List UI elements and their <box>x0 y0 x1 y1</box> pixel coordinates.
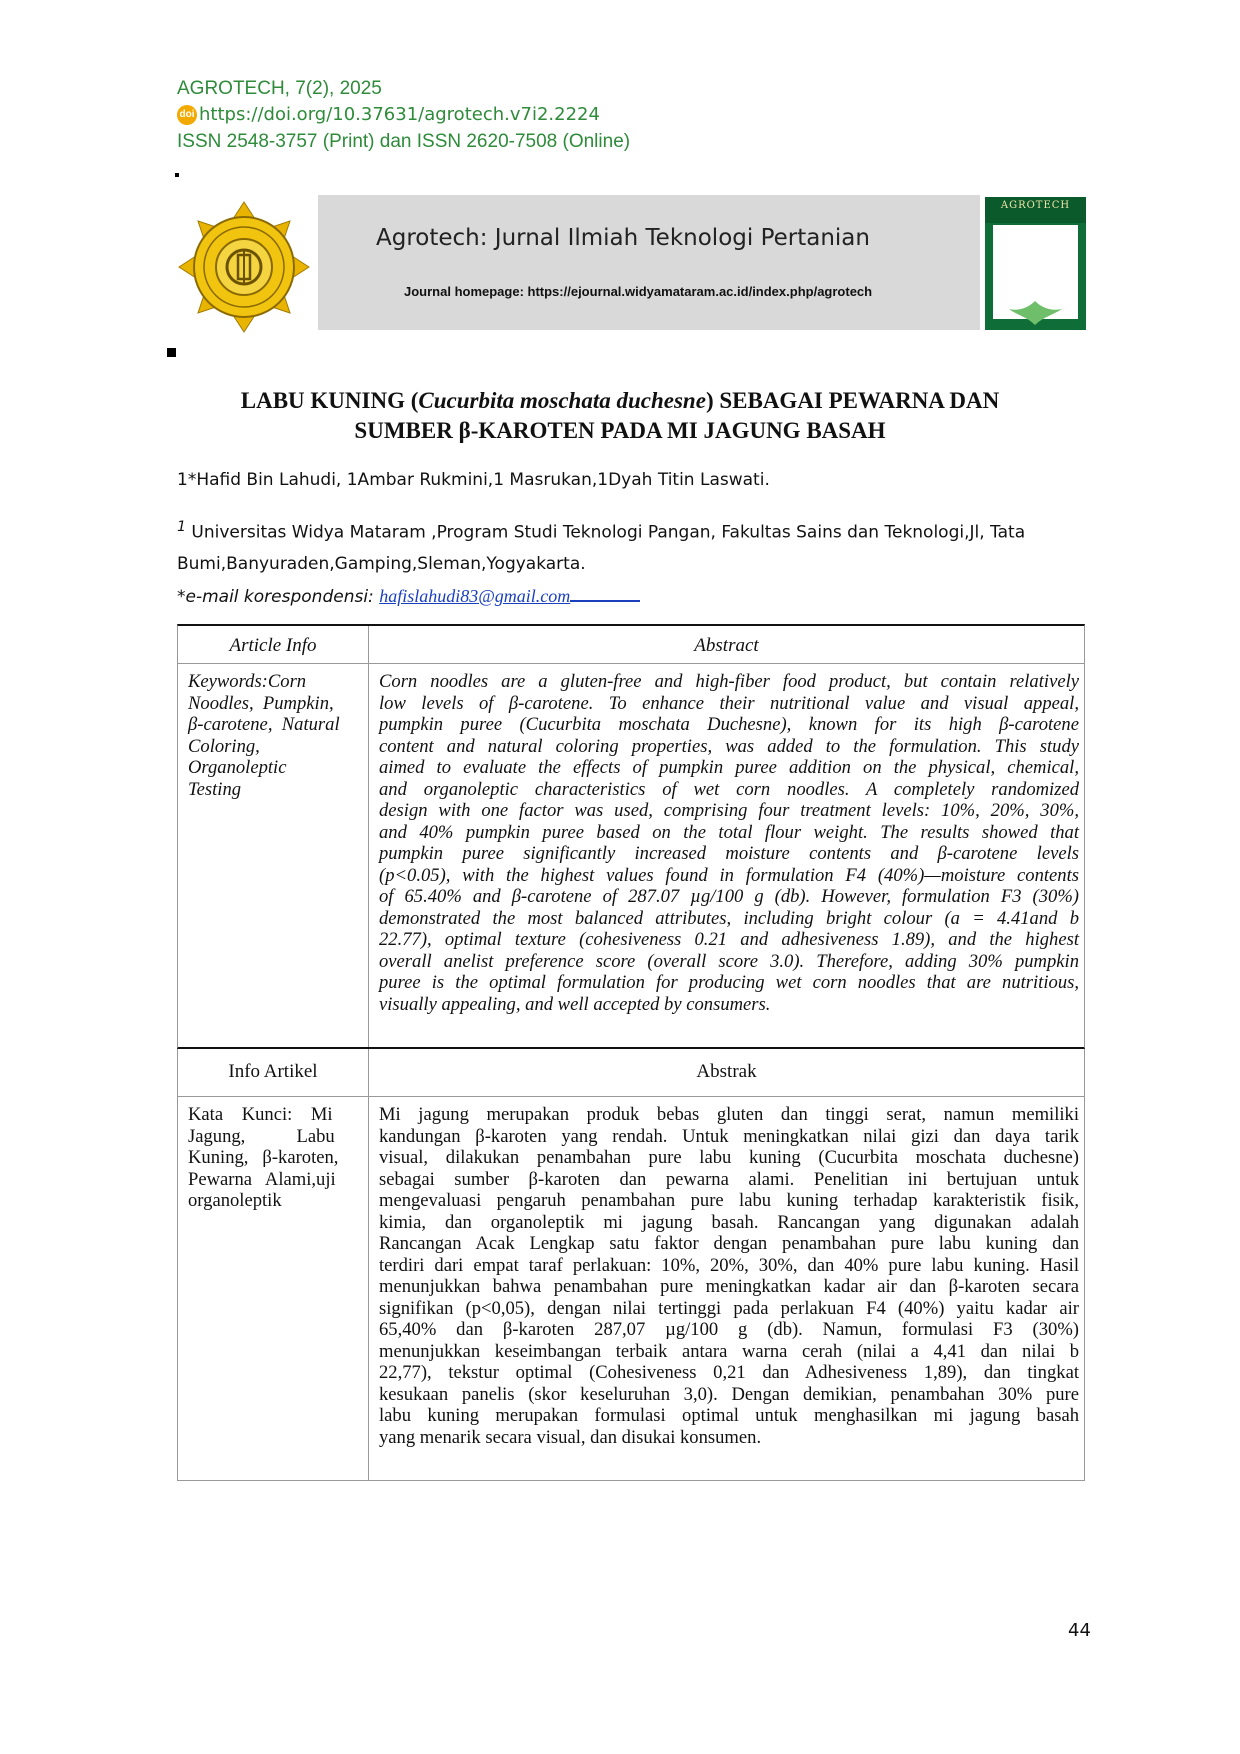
text-line: demonstrated the most balanced attributes, including bright colour (a = 4.41and b <box>379 907 1079 929</box>
abstract-header: Abstract <box>694 635 759 656</box>
text-line: Noodles, Pumpkin, <box>188 692 334 714</box>
indonesian-header-row <box>177 1049 1085 1097</box>
cover-ornament-icon <box>1005 297 1066 327</box>
english-header-row <box>177 624 1085 664</box>
text-line: overall anelist preference score (overall score 3.0). Therefore, adding 30% pumpkin <box>379 950 1079 972</box>
text-line: Corn noodles are a gluten-free and high-fiber food product, but contain relatively <box>379 671 1079 692</box>
affiliation-mark: 1 <box>177 519 187 535</box>
cover-title: AGROTECH <box>985 197 1086 223</box>
indonesian-body-row <box>177 1097 1085 1481</box>
journal-cover <box>985 197 1086 330</box>
text-line: yang menarik secara visual, dan disukai konsumen. <box>379 1426 762 1448</box>
article-title <box>180 386 1060 446</box>
text-line: visual, dilakukan penambahan pure labu kuning (Cucurbita moschata duchesne) <box>379 1147 1079 1168</box>
text-line: Kata Kunci: Mi <box>188 1104 333 1125</box>
text-line: organoleptik <box>188 1190 282 1211</box>
text-line: 65,40% dan β-karoten 287,07 µg/100 g (db). Namun, formulasi F3 (30%) <box>379 1319 1079 1340</box>
indonesian-keywords <box>188 1103 363 1211</box>
text-line: Testing <box>188 778 242 800</box>
dot-marker <box>175 173 179 177</box>
text-line: Jagung, Labu <box>188 1125 335 1147</box>
text-line: 22,77), tekstur optimal (Cohesiveness 0,21 dan Adhesiveness 1,89), dan tingkat <box>379 1362 1079 1383</box>
square-marker <box>167 348 176 357</box>
text-line: signifikan (p<0,05), dengan nilai tertinggi pada perlakuan F4 (40%) yaitu kadar air <box>379 1297 1079 1319</box>
text-line: pumpkin puree (Cucurbita moschata Duchesne), known for its high β-carotene <box>379 714 1079 735</box>
affiliation-text: Universitas Widya Mataram ,Program Studi Teknologi Pangan, Fakultas Sains dan Teknologi,Jl, Tata Bumi,Banyuraden,Gamping,Sleman,Yogyakarta. <box>177 522 1026 574</box>
indonesian-info-table <box>177 1049 1085 1481</box>
english-body-row <box>177 664 1085 1049</box>
text-line: Pewarna Alami,uji <box>188 1168 336 1190</box>
page-number: 44 <box>1068 1620 1091 1641</box>
issn-line: ISSN 2548-3757 (Print) dan ISSN 2620-7508 (Online) <box>177 131 631 152</box>
text-line: Organoleptic <box>188 757 287 778</box>
author-list: 1*Hafid Bin Lahudi, 1Ambar Rukmini,1 Masrukan,1Dyah Titin Laswati. <box>177 470 770 490</box>
text-line: of 65.40% and β-carotene of 287.07 µg/100 g (db). However, formulation F3 (30%) <box>379 886 1079 907</box>
email-label: *e-mail korespondensi: <box>177 587 380 607</box>
text-line: kesukaan panelis (skor keseluruhan 3,0). Dengan demikian, penambahan 30% pure <box>379 1383 1079 1405</box>
text-line: and 40% pumpkin puree based on the total flour weight. The results showed that <box>379 821 1079 843</box>
journal-homepage[interactable]: Journal homepage: https://ejournal.widyamataram.ac.id/index.php/agrotech <box>404 284 873 299</box>
text-line: menunjukkan bahwa penambahan pure meningkatkan kadar air dan β-karoten secara <box>379 1276 1079 1297</box>
info-artikel-header: Info Artikel <box>228 1061 318 1082</box>
doi-icon: doi <box>177 105 197 125</box>
article-info-header: Article Info <box>229 635 317 656</box>
text-line: pumpkin puree significantly increased moisture contents and β-carotene levels <box>379 843 1079 864</box>
text-line: (p<0.05), with the highest values found in formulation F4 (40%)—moisture contents <box>379 864 1079 886</box>
text-line: aimed to evaluate the effects of pumpkin puree addition on the physical, chemical, <box>379 757 1079 778</box>
correspondence-email <box>177 586 640 607</box>
text-line: sebagai sumber β-karoten dan pewarna alami. Penelitian ini bertujuan untuk <box>379 1168 1079 1190</box>
doi-link[interactable]: https://doi.org/10.37631/agrotech.v7i2.2224 <box>199 104 600 125</box>
text-line: Kuning, β-karoten, <box>188 1147 339 1168</box>
text-line: Rancangan Acak Lengkap satu faktor dengan penambahan pure labu kuning dan <box>379 1233 1079 1254</box>
journal-issue: AGROTECH, 7(2), 2025 <box>177 78 382 99</box>
english-abstract <box>379 670 1079 1014</box>
title-line-2: SUMBER β-KAROTEN PADA MI JAGUNG BASAH <box>354 418 886 443</box>
english-keywords <box>188 670 363 799</box>
text-line: content and natural coloring properties, was added to the formulation. This study <box>379 735 1079 757</box>
indonesian-abstract <box>379 1103 1079 1447</box>
doi-line <box>177 104 600 125</box>
title-part-2: ) SEBAGAI PEWARNA DAN <box>705 388 1000 413</box>
title-part-1: LABU KUNING ( <box>240 388 419 413</box>
text-line: Coloring, <box>188 735 260 757</box>
text-line: 22.77), optimal texture (cohesiveness 0.21 and adhesiveness 1.89), and the highest <box>379 929 1079 950</box>
text-line: terdiri dari empat taraf perlakuan: 10%, 20%, 30%, dan 40% pure labu kuning. Hasil <box>379 1254 1079 1276</box>
journal-banner <box>318 195 980 330</box>
english-info-table <box>177 624 1085 1049</box>
email-link[interactable]: hafislahudi83@gmail.com <box>379 586 571 606</box>
text-line: menunjukkan keseimbangan terbaik antara warna cerah (nilai a 4,41 dan nilai b <box>379 1340 1079 1362</box>
text-line: and organoleptic characteristics of wet corn noodles. A completely randomized <box>379 778 1079 800</box>
affiliation <box>177 512 1077 580</box>
text-line: Mi jagung merupakan produk bebas gluten dan tinggi serat, namun memiliki <box>379 1104 1079 1125</box>
text-line: low levels of β-carotene. To enhance their nutritional value and visual appeal, <box>379 692 1079 714</box>
text-line: mengevaluasi pengaruh penambahan pure labu kuning terhadap karakteristik fisik, <box>379 1190 1079 1211</box>
title-species: Cucurbita moschata duchesne <box>418 388 706 413</box>
abstrak-header: Abstrak <box>696 1061 757 1082</box>
text-line: kimia, dan organoleptik mi jagung basah. Rancangan yang digunakan adalah <box>379 1211 1079 1233</box>
text-line: visually appealing, and well accepted by consumers. <box>379 993 771 1015</box>
text-line: β-carotene, Natural <box>188 714 340 735</box>
email-underline <box>570 586 640 602</box>
text-line: Keywords:Corn <box>188 671 307 692</box>
university-seal-icon <box>177 200 311 334</box>
journal-name: Agrotech: Jurnal Ilmiah Teknologi Pertanian <box>376 225 870 251</box>
text-line: kandungan β-karoten yang rendah. Untuk meningkatkan nilai gizi dan daya tarik <box>379 1125 1079 1147</box>
text-line: puree is the optimal formulation for producing wet corn noodles that are nutritious, <box>379 972 1079 993</box>
text-line: labu kuning merupakan formulasi optimal untuk menghasilkan mi jagung basah <box>379 1405 1079 1426</box>
text-line: design with one factor was used, comprising four treatment levels: 10%, 20%, 30%, <box>379 800 1079 821</box>
